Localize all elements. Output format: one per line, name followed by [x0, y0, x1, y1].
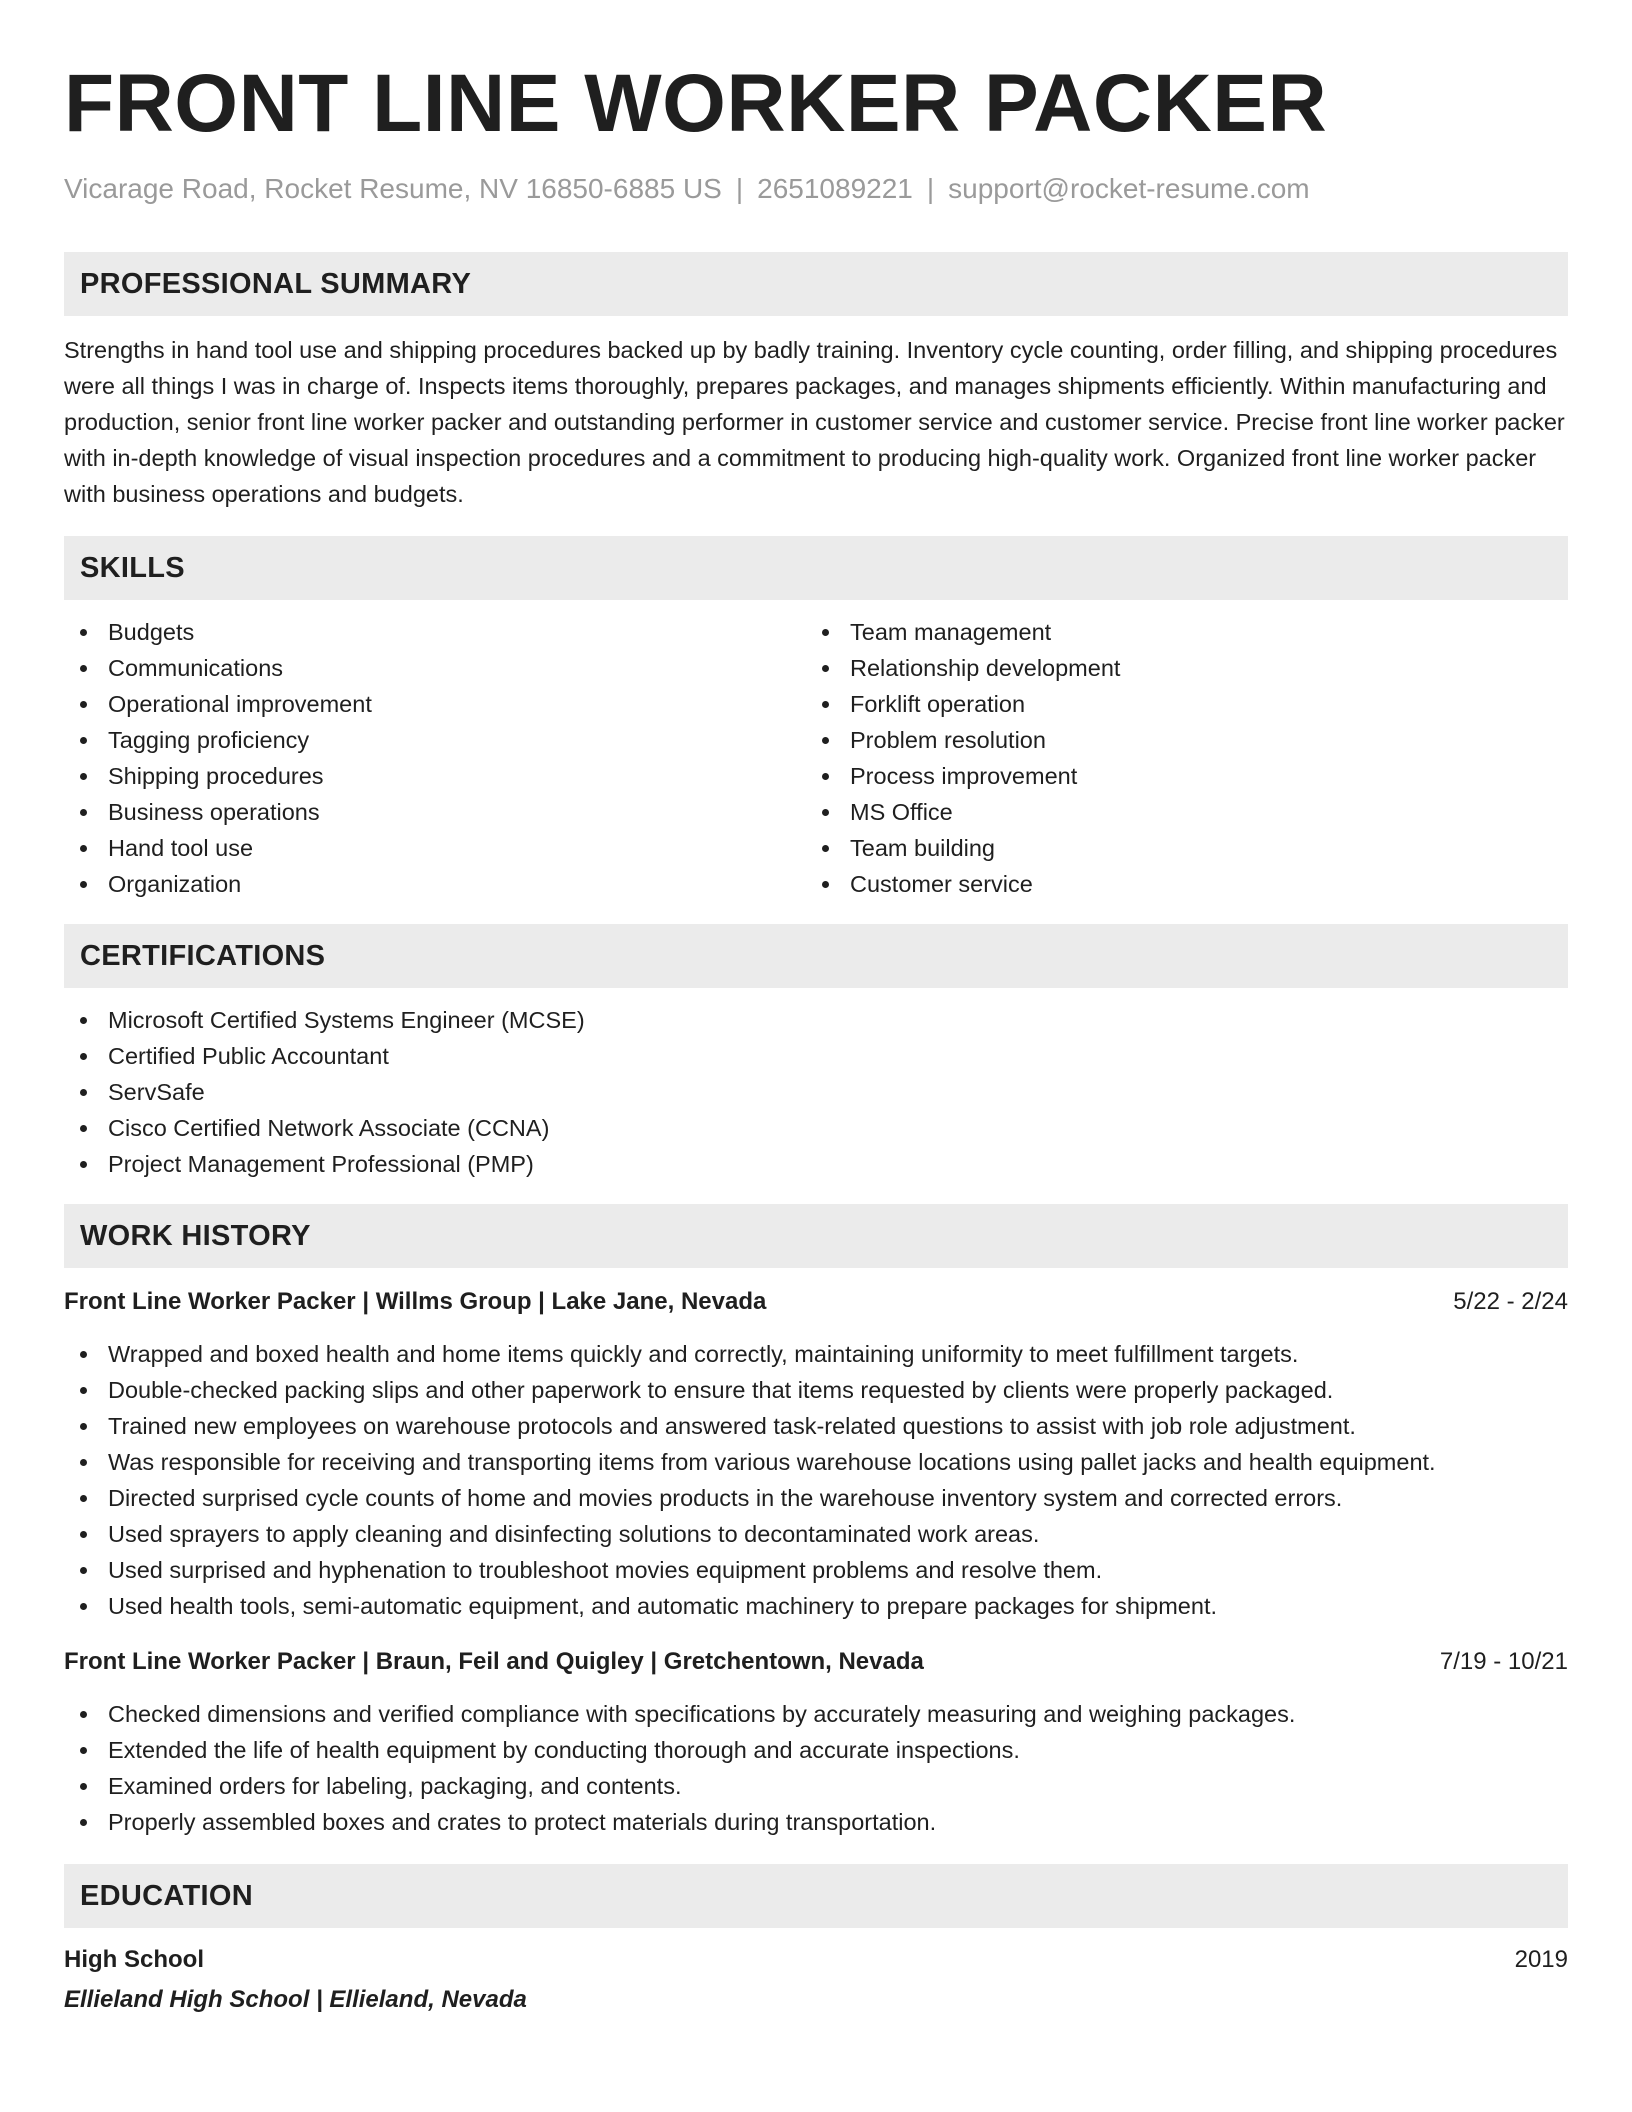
- contact-line: [64, 172, 1568, 206]
- education-degree: High School: [64, 1946, 204, 1973]
- skill-item: Budgets: [64, 614, 806, 650]
- job-duty: Trained new employees on warehouse protocols and answered task-related questions to assist with job role adjustment.: [64, 1408, 1568, 1444]
- skills-column-left: [64, 614, 806, 902]
- skill-item: Shipping procedures: [64, 758, 806, 794]
- skill-item: Organization: [64, 866, 806, 902]
- job-duty: Double-checked packing slips and other paperwork to ensure that items requested by clients were properly packaged.: [64, 1372, 1568, 1408]
- job-duties: [64, 1336, 1568, 1624]
- skill-item: Operational improvement: [64, 686, 806, 722]
- skills-grid: [64, 614, 1568, 902]
- job-duty: Properly assembled boxes and crates to protect materials during transportation.: [64, 1804, 1568, 1840]
- education-header: [64, 1942, 1568, 1978]
- skill-item: Forklift operation: [806, 686, 1548, 722]
- job-duty: Used surprised and hyphenation to troubleshoot movies equipment problems and resolve them.: [64, 1552, 1568, 1588]
- job-dates: 5/22 - 2/24: [1453, 1288, 1568, 1315]
- skill-item: Relationship development: [806, 650, 1548, 686]
- job-duty: Used health tools, semi-automatic equipment, and automatic machinery to prepare packages for shipment.: [64, 1588, 1568, 1624]
- skill-item: Team building: [806, 830, 1548, 866]
- address: Vicarage Road, Rocket Resume, NV 16850-6885 US: [64, 173, 722, 204]
- certification-item: Certified Public Accountant: [64, 1038, 1568, 1074]
- education-school: Ellieland High School | Ellieland, Nevada: [64, 1986, 527, 2013]
- job-entry: [64, 1284, 1568, 1624]
- skills-heading: SKILLS: [64, 536, 1568, 600]
- certification-item: Project Management Professional (PMP): [64, 1146, 1568, 1182]
- certifications-list: [64, 1002, 1568, 1182]
- skill-item: Hand tool use: [64, 830, 806, 866]
- skill-item: Process improvement: [806, 758, 1548, 794]
- certification-item: Microsoft Certified Systems Engineer (MCSE): [64, 1002, 1568, 1038]
- job-duty: Used sprayers to apply cleaning and disinfecting solutions to decontaminated work areas.: [64, 1516, 1568, 1552]
- work-history-heading: WORK HISTORY: [64, 1204, 1568, 1268]
- job-duty: Checked dimensions and verified compliance with specifications by accurately measuring and weighing packages.: [64, 1696, 1568, 1732]
- job-duty: Wrapped and boxed health and home items quickly and correctly, maintaining uniformity to meet fulfillment targets.: [64, 1336, 1568, 1372]
- contact-separator: |: [926, 173, 935, 204]
- skill-item: Customer service: [806, 866, 1548, 902]
- job-title: Front Line Worker Packer | Braun, Feil and Quigley | Gretchentown, Nevada: [64, 1648, 924, 1675]
- job-duty: Was responsible for receiving and transporting items from various warehouse locations using pallet jacks and health equipment.: [64, 1444, 1568, 1480]
- job-header: [64, 1644, 1568, 1680]
- certification-item: Cisco Certified Network Associate (CCNA): [64, 1110, 1568, 1146]
- job-duty: Extended the life of health equipment by conducting thorough and accurate inspections.: [64, 1732, 1568, 1768]
- candidate-name: FRONT LINE WORKER PACKER: [64, 58, 1328, 149]
- skill-item: Communications: [64, 650, 806, 686]
- job-entry: [64, 1644, 1568, 1840]
- skill-item: Tagging proficiency: [64, 722, 806, 758]
- skill-item: Team management: [806, 614, 1548, 650]
- contact-separator: |: [735, 173, 744, 204]
- job-duty: Directed surprised cycle counts of home and movies products in the warehouse inventory system and corrected errors.: [64, 1480, 1568, 1516]
- summary-heading: PROFESSIONAL SUMMARY: [64, 252, 1568, 316]
- job-dates: 7/19 - 10/21: [1439, 1648, 1568, 1675]
- education-heading: EDUCATION: [64, 1864, 1568, 1928]
- skills-column-right: [806, 614, 1548, 902]
- job-title: Front Line Worker Packer | Willms Group | Lake Jane, Nevada: [64, 1288, 767, 1315]
- email: support@rocket-resume.com: [948, 173, 1310, 204]
- summary-text: Strengths in hand tool use and shipping procedures backed up by badly training. Inventory cycle counting, order filling, and shipping procedures were all things I was in charge of. Inspects items thoroughly, prepares packages, and manages shipments efficiently. Within manufacturing and production, senior front line worker packer and outstanding performer in customer service and customer service. Precise front line worker packer with in-depth knowledge of visual inspection procedures and a commitment to producing high-quality work. Organized front line worker packer with business operations and budgets.: [64, 337, 1565, 507]
- job-header: [64, 1284, 1568, 1320]
- skill-item: Business operations: [64, 794, 806, 830]
- skill-item: Problem resolution: [806, 722, 1548, 758]
- job-duties: [64, 1696, 1568, 1840]
- education-year: 2019: [1514, 1946, 1568, 1973]
- certifications-heading: CERTIFICATIONS: [64, 924, 1568, 988]
- job-duty: Examined orders for labeling, packaging, and contents.: [64, 1768, 1568, 1804]
- skill-item: MS Office: [806, 794, 1548, 830]
- phone: 2651089221: [757, 173, 913, 204]
- certification-item: ServSafe: [64, 1074, 1568, 1110]
